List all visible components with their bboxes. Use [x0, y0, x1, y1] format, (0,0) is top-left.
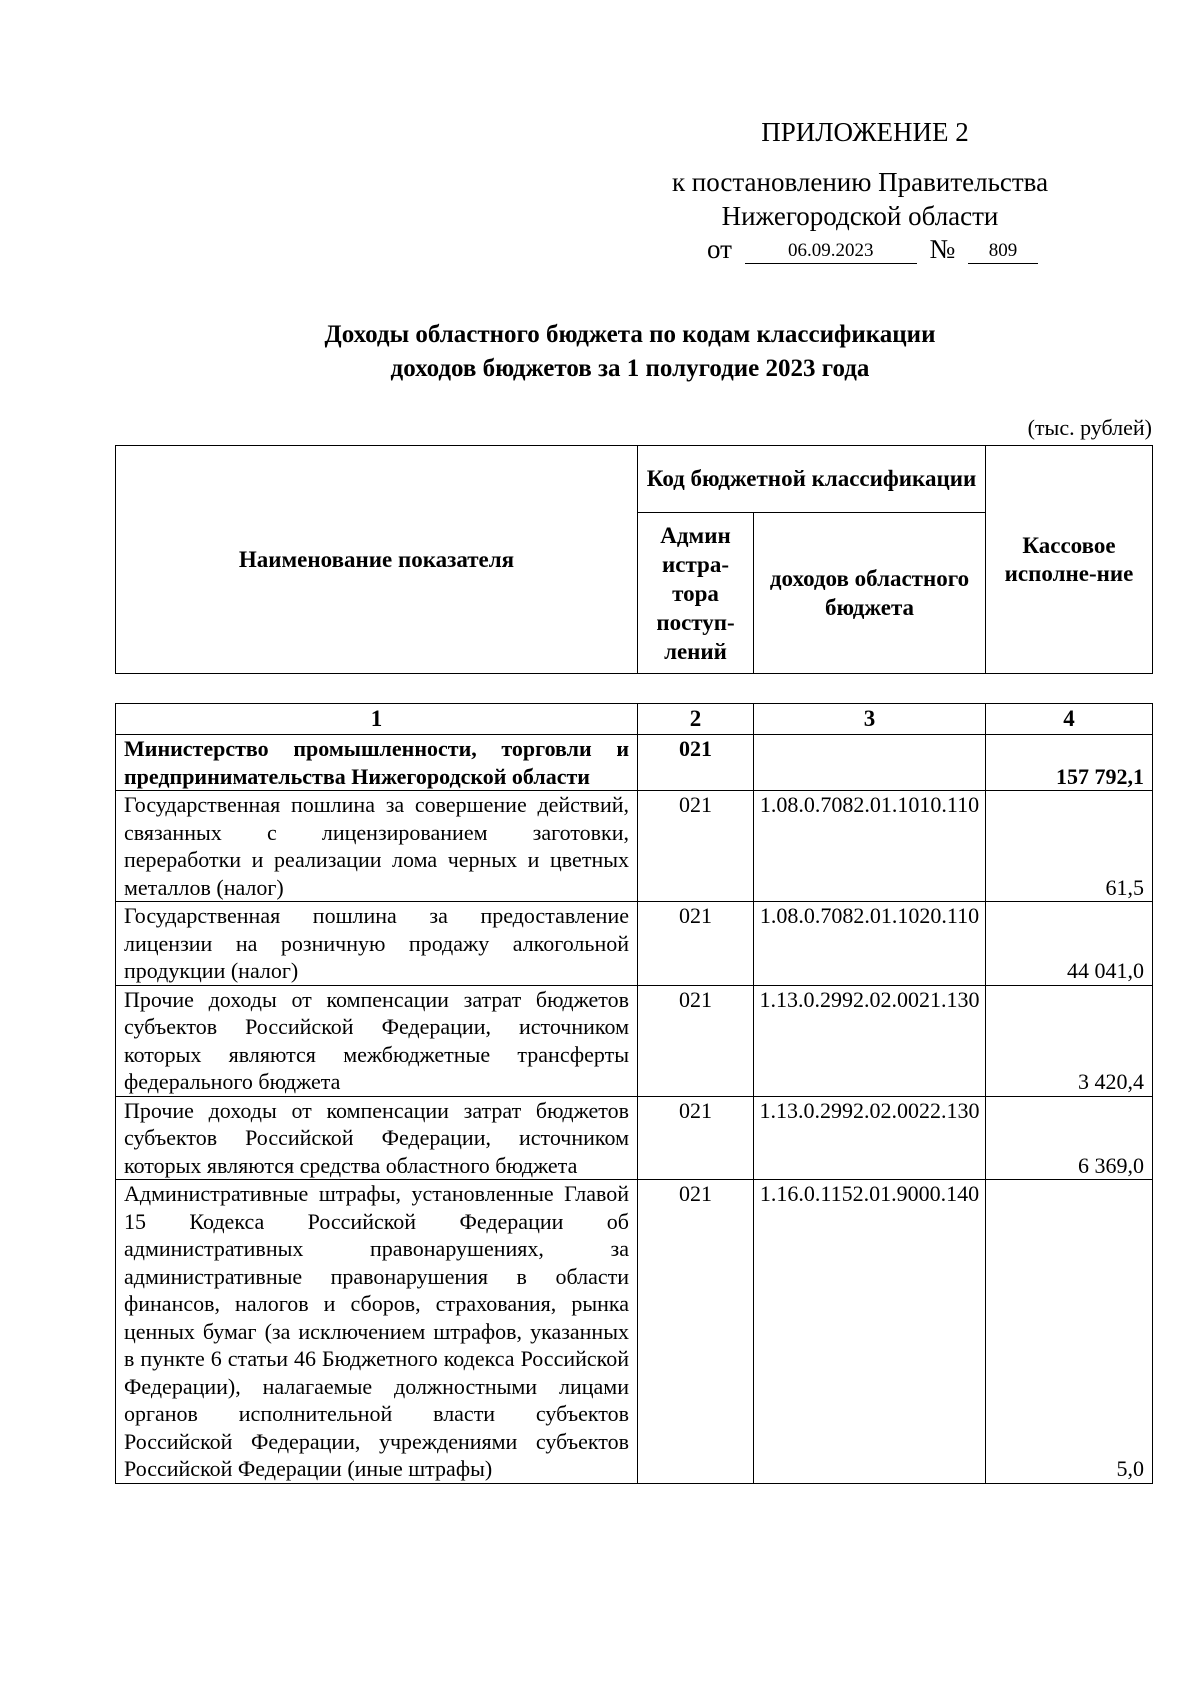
from-label: от	[707, 234, 732, 264]
unit-note: (тыс. рублей)	[1027, 415, 1152, 440]
row-admin-code: 021	[638, 791, 754, 902]
header-income: доходов областного бюджета	[754, 513, 986, 674]
column-number: 2	[638, 704, 754, 735]
row-amount: 5,0	[986, 1180, 1153, 1484]
row-admin-code: 021	[638, 1180, 754, 1484]
column-number-row	[116, 704, 1153, 735]
row-name: Государственная пошлина за предоставление лицензии на розничную продажу алкогольной продукции (налог)	[116, 902, 638, 986]
row-name: Министерство промышленности, торговли и предпринимательства Нижегородской области	[116, 735, 638, 791]
header-execution: Кассовое исполне-ние	[986, 446, 1153, 674]
row-admin-code: 021	[638, 985, 754, 1096]
row-income-code	[754, 735, 986, 791]
column-number: 1	[116, 704, 638, 735]
header-code-group: Код бюджетной классификации	[638, 446, 986, 513]
row-income-code: 1.13.0.2992.02.0022.130	[754, 1096, 986, 1180]
document-title: Доходы областного бюджета по кодам классификации	[324, 321, 936, 348]
header-admin: Админ истра-тора поступ-лений	[638, 513, 754, 674]
resolution-date: 06.09.2023	[745, 239, 917, 264]
appendix-date-line	[707, 232, 1038, 266]
number-sign: №	[929, 234, 956, 264]
document-title: доходов бюджетов за 1 полугодие 2023 года	[390, 355, 870, 382]
table-row	[116, 735, 1153, 791]
appendix-title: ПРИЛОЖЕНИЕ 2	[761, 117, 969, 147]
table-row	[116, 1180, 1153, 1484]
row-admin-code: 021	[638, 902, 754, 986]
income-table	[115, 703, 1153, 1484]
row-admin-code: 021	[638, 735, 754, 791]
row-amount: 3 420,4	[986, 985, 1153, 1096]
row-amount: 6 369,0	[986, 1096, 1153, 1180]
appendix-reference-line: Нижегородской области	[721, 201, 999, 231]
row-amount: 157 792,1	[986, 735, 1153, 791]
table-row	[116, 902, 1153, 986]
column-number: 3	[754, 704, 986, 735]
row-income-code: 1.08.0.7082.01.1010.110	[754, 791, 986, 902]
row-name: Административные штрафы, установленные Главой 15 Кодекса Российской Федерации об административных правонарушениях, за административные правонарушения в области финансов, налогов и сборов, страхования, рынка ценных бумаг (за исключением штрафов, указанных в пункте 6 статьи 46 Бюджетного кодекса Российской Федерации), налагаемые должностными лицами органов исполнительной власти субъектов Российской Федерации, учреждениями субъектов Российской Федерации (иные штрафы)	[116, 1180, 638, 1484]
resolution-number: 809	[968, 239, 1038, 264]
table-row	[116, 985, 1153, 1096]
row-income-code: 1.16.0.1152.01.9000.140	[754, 1180, 986, 1484]
row-income-code: 1.13.0.2992.02.0021.130	[754, 985, 986, 1096]
row-amount: 61,5	[986, 791, 1153, 902]
table-header	[115, 445, 1153, 674]
table-row	[116, 791, 1153, 902]
table-row	[116, 1096, 1153, 1180]
row-name: Прочие доходы от компенсации затрат бюджетов субъектов Российской Федерации, источником которых являются средства областного бюджета	[116, 1096, 638, 1180]
header-name: Наименование показателя	[116, 446, 638, 674]
row-name: Государственная пошлина за совершение действий, связанных с лицензированием заготовки, переработки и реализации лома черных и цветных металлов (налог)	[116, 791, 638, 902]
row-admin-code: 021	[638, 1096, 754, 1180]
row-name: Прочие доходы от компенсации затрат бюджетов субъектов Российской Федерации, источником которых являются межбюджетные трансферты федерального бюджета	[116, 985, 638, 1096]
row-amount: 44 041,0	[986, 902, 1153, 986]
column-number: 4	[986, 704, 1153, 735]
appendix-reference-line: к постановлению Правительства	[671, 167, 1049, 197]
row-income-code: 1.08.0.7082.01.1020.110	[754, 902, 986, 986]
